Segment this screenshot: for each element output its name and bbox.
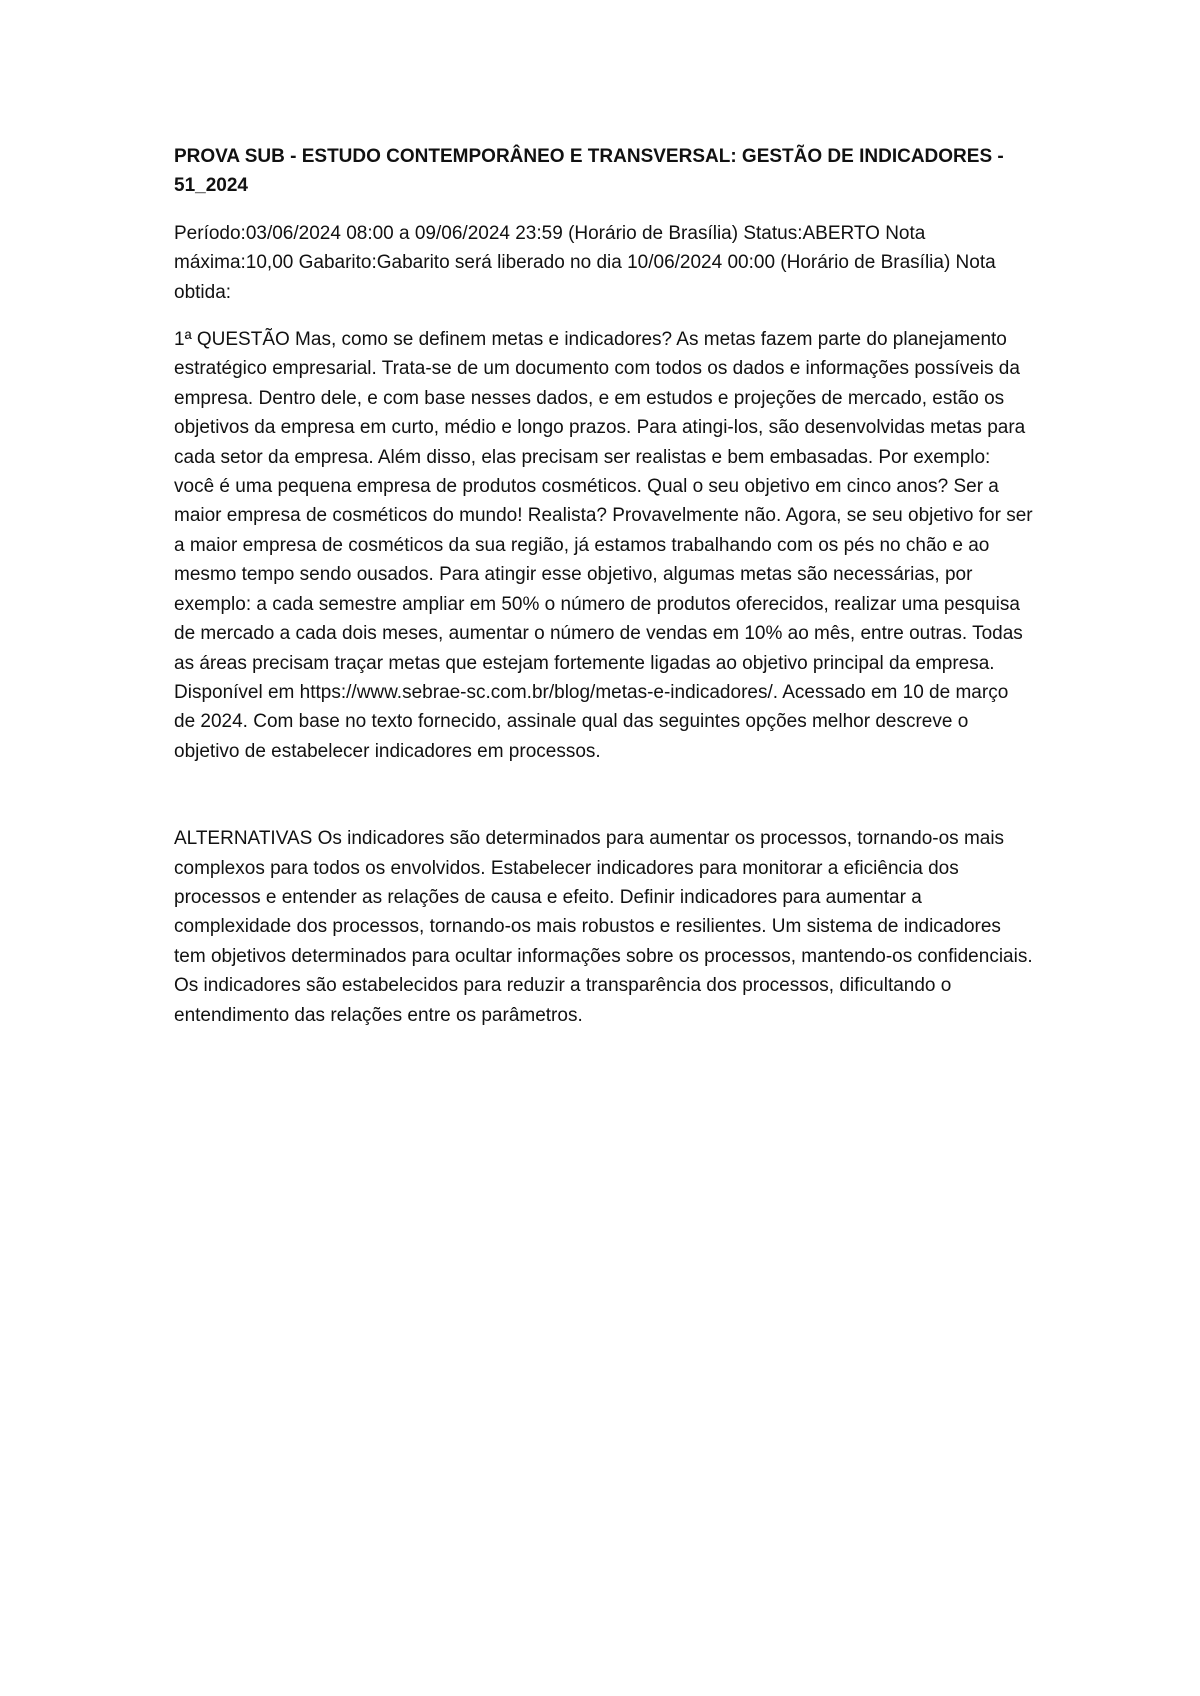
- document-title: PROVA SUB - ESTUDO CONTEMPORÂNEO E TRANSVERSAL: GESTÃO DE INDICADORES - 51_2024: [174, 146, 1004, 197]
- document-content: [174, 142, 1034, 1048]
- exam-info: Período:03/06/2024 08:00 a 09/06/2024 23:59 (Horário de Brasília) Status:ABERTO Nota máxima:10,00 Gabarito:Gabarito será liberado no dia 10/06/2024 00:00 (Horário de Brasília) Nota obtida:: [174, 222, 996, 303]
- question-text: 1ª QUESTÃO Mas, como se definem metas e indicadores? As metas fazem parte do planejamento estratégico empresarial. Trata-se de um documento com todos os dados e informações possíveis da empresa. Dentro dele, e com base nesses dados, e em estudos e projeções de mercado, estão os objetivos da empresa em curto, médio e longo prazos. Para atingi-los, são desenvolvidas metas para cada setor da empresa. Além disso, elas precisam ser realistas e bem embasadas. Por exemplo: você é uma pequena empresa de produtos cosméticos. Qual o seu objetivo em cinco anos? Ser a maior empresa de cosméticos do mundo! Realista? Provavelmente não. Agora, se seu objetivo for ser a maior empresa de cosméticos da sua região, já estamos trabalhando com os pés no chão e ao mesmo tempo sendo ousados. Para atingir esse objetivo, algumas metas são necessárias, por exemplo: a cada semestre ampliar em 50% o número de produtos oferecidos, realizar uma pesquisa de mercado a cada dois meses, aumentar o número de vendas em 10% ao mês, entre outras. Todas as áreas precisam traçar metas que estejam fortemente ligadas ao objetivo principal da empresa. Disponível em https://www.sebrae-sc.com.br/blog/metas-e-indicadores/. Acessado em 10 de março de 2024. Com base no texto fornecido, assinale qual das seguintes opções melhor descreve o objetivo de estabelecer indicadores em processos.: [174, 329, 1033, 762]
- alternatives-text: ALTERNATIVAS Os indicadores são determinados para aumentar os processos, tornando-os mais complexos para todos os envolvidos. Estabelecer indicadores para monitorar a eficiência dos processos e entender as relações de causa e efeito. Definir indicadores para aumentar a complexidade dos processos, tornando-os mais robustos e resilientes. Um sistema de indicadores tem objetivos determinados para ocultar informações sobre os processos, mantendo-os confidenciais. Os indicadores são estabelecidos para reduzir a transparência dos processos, dificultando o entendimento das relações entre os parâmetros.: [174, 828, 1033, 1026]
